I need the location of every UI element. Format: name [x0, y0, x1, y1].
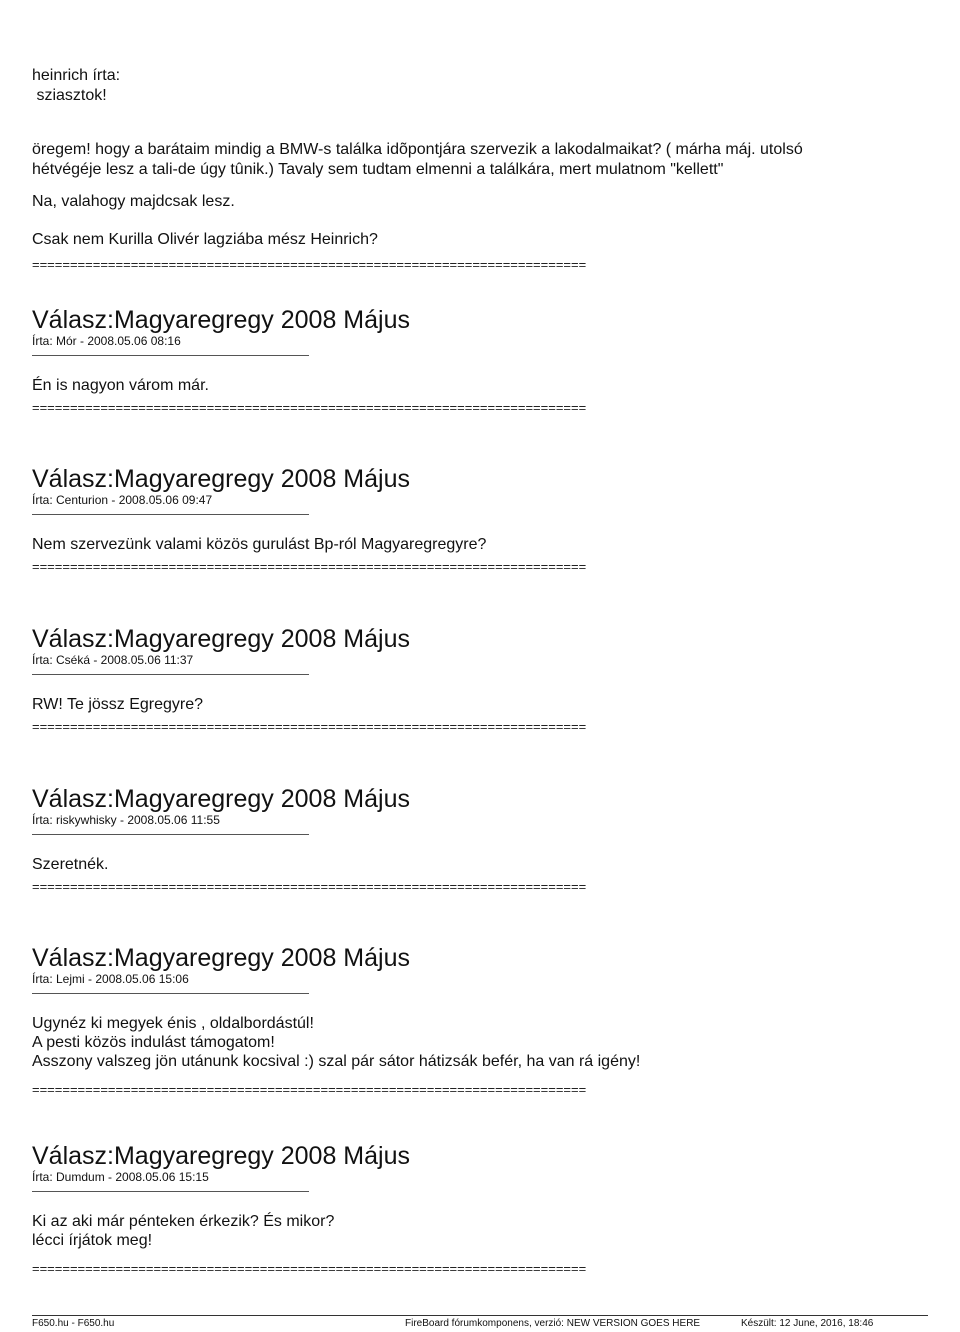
- spacer: [32, 126, 932, 140]
- post-body: [32, 695, 932, 714]
- post-body-line: Nem szervezünk valami közös gurulást Bp-ról Magyaregregyre?: [32, 536, 487, 553]
- post-title: Válasz:Magyaregregy 2008 Május: [32, 785, 410, 813]
- post-meta: Írta: Mór - 2008.05.06 08:16: [32, 334, 181, 348]
- post-meta: Írta: Lejmi - 2008.05.06 15:06: [32, 972, 189, 986]
- spacer: [32, 106, 932, 126]
- post-body: [32, 855, 932, 874]
- post-body: [32, 1212, 932, 1250]
- post-divider: [32, 514, 309, 515]
- footer-generated: Készült: 12 June, 2016, 18:46: [741, 1318, 874, 1329]
- intro-text-line: öregem! hogy a barátaim mindig a BMW-s találka idõpontjára szervezik a lakodalmaikat? ( márha máj. utolsó: [32, 141, 803, 158]
- post-title: Válasz:Magyaregregy 2008 Május: [32, 465, 410, 493]
- post: [32, 944, 932, 1097]
- post-body: [32, 376, 932, 395]
- post-body-line: Ki az aki már pénteken érkezik? És mikor?: [32, 1213, 335, 1230]
- separator-line: =========================================================================: [32, 1083, 587, 1097]
- post-title: Válasz:Magyaregregy 2008 Május: [32, 944, 410, 972]
- post: [32, 785, 932, 894]
- quoted-intro: [32, 66, 932, 272]
- quote-greeting-line: sziasztok!: [32, 87, 107, 104]
- footer-divider: [32, 1315, 928, 1316]
- post-divider: [32, 674, 309, 675]
- post-body-line: Én is nagyon várom már.: [32, 377, 209, 394]
- separator-line: =========================================================================: [32, 720, 587, 734]
- post-body: [32, 1014, 932, 1071]
- separator-line: =========================================================================: [32, 1262, 587, 1276]
- post-body-line: A pesti közös indulást támogatom!: [32, 1034, 275, 1051]
- post-body-line: lécci írjátok meg!: [32, 1232, 153, 1249]
- post-divider: [32, 834, 309, 835]
- post-body-line: Szeretnék.: [32, 856, 109, 873]
- footer-site: F650.hu - F650.hu: [32, 1318, 115, 1329]
- post-body-line: Asszony valszeg jön utánunk kocsival :) szal pár sátor hátizsák befér, ha van rá igény!: [32, 1053, 641, 1070]
- spacer: [32, 180, 932, 192]
- post: [32, 306, 932, 415]
- post-title: Válasz:Magyaregregy 2008 Május: [32, 1142, 410, 1170]
- post: [32, 625, 932, 734]
- post: [32, 465, 932, 574]
- post-body: [32, 535, 932, 554]
- intro-text-line: Na, valahogy majdcsak lesz.: [32, 193, 235, 210]
- footer-component: FireBoard fórumkomponens, verzió: NEW VERSION GOES HERE: [405, 1318, 701, 1329]
- post-divider: [32, 993, 309, 994]
- post-divider: [32, 355, 309, 356]
- intro-text-line: hétvégéje lesz a tali-de úgy tûnik.) Tavaly sem tudtam elmenni a találkára, mert mulatnom "kellett": [32, 161, 724, 178]
- separator-line: =========================================================================: [32, 560, 587, 574]
- post-body-line: Ugynéz ki megyek énis , oldalbordástúl!: [32, 1015, 314, 1032]
- post-meta: Írta: Centurion - 2008.05.06 09:47: [32, 493, 213, 507]
- post-title: Válasz:Magyaregregy 2008 Május: [32, 625, 410, 653]
- separator-line: =========================================================================: [32, 401, 587, 415]
- separator-line: =========================================================================: [32, 880, 587, 894]
- post-meta: Írta: Dumdum - 2008.05.06 15:15: [32, 1170, 209, 1184]
- quote-author-line: heinrich írta:: [32, 67, 121, 84]
- post-body-line: RW! Te jössz Egregyre?: [32, 696, 204, 713]
- intro-text-line: Csak nem Kurilla Olivér lagziába mész Heinrich?: [32, 231, 378, 248]
- post-meta: Írta: riskywhisky - 2008.05.06 11:55: [32, 813, 220, 827]
- spacer: [32, 212, 932, 230]
- post-title: Válasz:Magyaregregy 2008 Május: [32, 306, 410, 334]
- post: [32, 1142, 932, 1276]
- post-meta: Írta: Cséká - 2008.05.06 11:37: [32, 653, 194, 667]
- post-divider: [32, 1191, 309, 1192]
- separator-line: =========================================================================: [32, 258, 587, 272]
